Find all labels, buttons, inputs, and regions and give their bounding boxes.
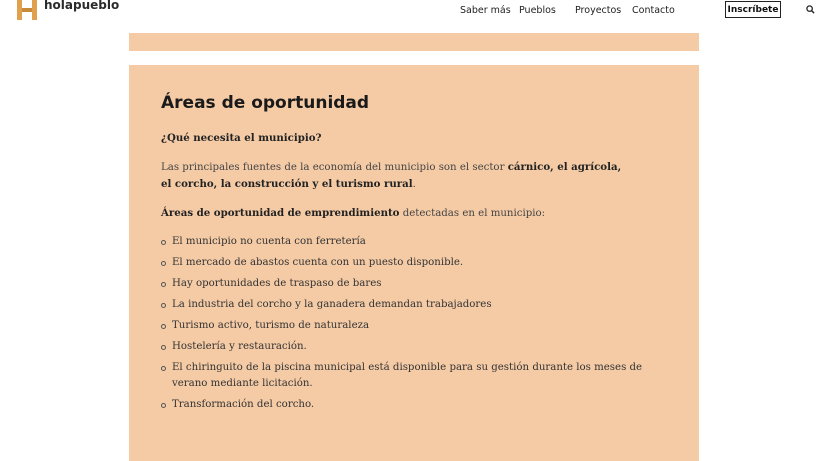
nav-item-pueblos[interactable]: Pueblos xyxy=(519,5,556,16)
list-item: Hostelería y restauración. xyxy=(161,339,661,355)
nav-item-saber-mas[interactable]: Saber más xyxy=(460,5,511,16)
economy-sectors: cárnico, el agrícola, el corcho, la construcción y el turismo rural xyxy=(161,161,622,190)
opportunity-list xyxy=(161,234,661,418)
list-item: El chiringuito de la piscina municipal está disponible para su gestión durante los meses de verano mediante licitación. xyxy=(161,360,661,391)
nav-item-proyectos[interactable]: Proyectos xyxy=(575,5,622,16)
list-item: Hay oportunidades de traspaso de bares xyxy=(161,276,661,292)
header-bar xyxy=(0,0,820,26)
economy-intro: Las principales fuentes de la economía del municipio son el sector xyxy=(161,162,505,173)
logo-icon xyxy=(17,0,37,20)
opportunity-section xyxy=(129,65,699,461)
previous-section-band xyxy=(129,33,699,51)
question-text xyxy=(161,130,631,147)
list-item: Transformación del corcho. xyxy=(161,397,661,413)
areas-intro xyxy=(161,205,631,222)
logo[interactable] xyxy=(17,0,119,20)
economy-paragraph xyxy=(161,159,631,193)
signup-button[interactable]: Inscríbete xyxy=(725,1,781,18)
list-item: El municipio no cuenta con ferretería xyxy=(161,234,661,250)
list-item: El mercado de abastos cuenta con un puesto disponible. xyxy=(161,255,661,271)
list-item: Turismo activo, turismo de naturaleza xyxy=(161,318,661,334)
areas-bold: Áreas de oportunidad de emprendimiento xyxy=(161,207,400,219)
areas-rest: detectadas en el municipio: xyxy=(402,208,546,219)
search-icon[interactable] xyxy=(806,5,815,14)
nav-item-contacto[interactable]: Contacto xyxy=(632,5,675,16)
brand-name: holapueblo xyxy=(44,0,120,12)
question-bold: ¿Qué necesita el municipio? xyxy=(161,132,322,144)
section-title: Áreas de oportunidad xyxy=(161,93,370,113)
economy-end: . xyxy=(412,179,416,190)
list-item: La industria del corcho y la ganadera demandan trabajadores xyxy=(161,297,661,313)
